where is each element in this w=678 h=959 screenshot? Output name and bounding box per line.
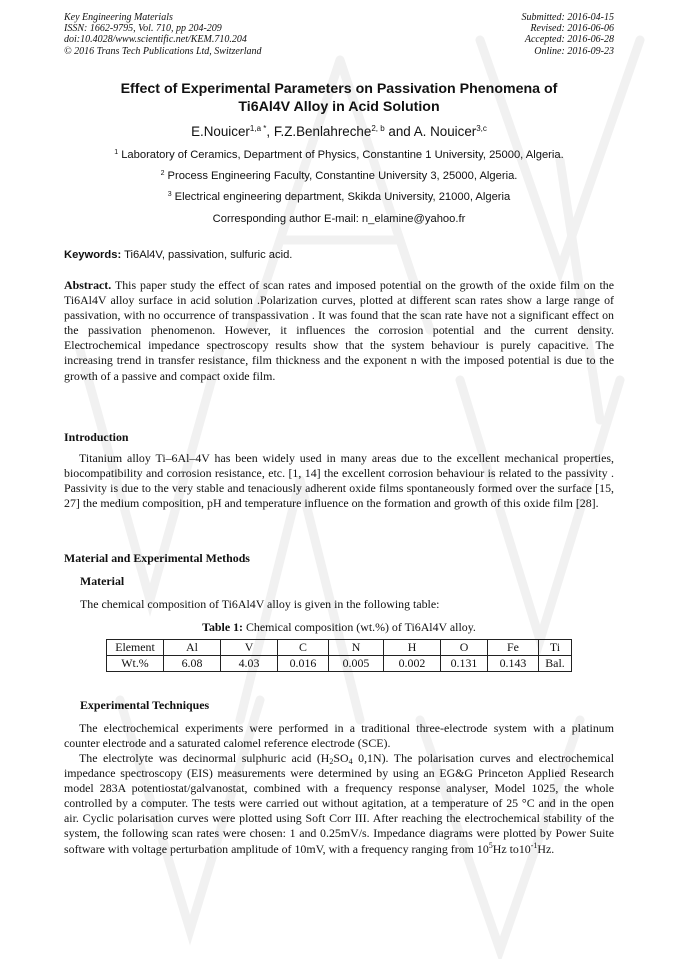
keywords-text: Ti6Al4V, passivation, sulfuric acid. bbox=[124, 249, 293, 261]
table-cell: 0.143 bbox=[488, 656, 539, 672]
table-cell: C bbox=[278, 640, 329, 656]
affiliation-text: Laboratory of Ceramics, Department of Physics, Constantine 1 University, 25000, Algeria. bbox=[121, 149, 564, 161]
affiliation-3 bbox=[64, 191, 614, 203]
author-name: A. Nouicer bbox=[413, 124, 477, 139]
author-affiliation-mark: 3,c bbox=[476, 124, 487, 133]
abstract-text: This paper study the effect of scan rates and imposed potential on the growth of the oxide film on the Ti6Al4V alloy surface in acid solution .Polarization curves, plotted at different scan rates show a large range of passivation, with no occurrence of transpassivation . It was found that the scan rate have not a significant effect on the passivation phenomenon. However, it influences the corrosion potential and the current density. Electrochemical impedance spectroscopy results show that the system behaviour is purely capacitive. The increasing trend in transfer resistance, film thickness and the exponent n with the imposed potential is due to the growth of a passive and compact oxide film. bbox=[64, 278, 614, 383]
paper-title bbox=[64, 80, 614, 116]
author-list bbox=[64, 124, 614, 139]
corresponding-author[interactable]: Corresponding author E-mail: n_elamine@yahoo.fr bbox=[212, 213, 466, 225]
table-cell: V bbox=[221, 640, 278, 656]
journal-copyright: © 2016 Trans Tech Publications Ltd, Switzerland bbox=[64, 45, 262, 57]
section-heading-introduction: Introduction bbox=[64, 430, 129, 444]
introduction-paragraph: Titanium alloy Ti–6Al–4V has been widely used in many areas due to the excellent mechanical properties, biocompatibility and corrosion resistance, etc. [1, 14] the excellent corrosion behaviour is related to the passivity . Passivity is due to the very stable and tenaciously adherent oxide films spontaneously formed over the surface [15, 27] the medium composition, pH and temperature influence on the formation and growth of this oxide film [28]. bbox=[64, 451, 614, 511]
affiliation-2 bbox=[64, 170, 614, 182]
title-line-2: Ti6Al4V Alloy in Acid Solution bbox=[238, 99, 440, 115]
affiliation-number: 1 bbox=[114, 149, 119, 156]
table-cell: H bbox=[384, 640, 441, 656]
journal-name: Key Engineering Materials bbox=[64, 12, 173, 23]
author-affiliation-mark: 1,a * bbox=[249, 124, 267, 133]
table-cell: 6.08 bbox=[164, 656, 221, 672]
journal-info bbox=[64, 12, 262, 57]
keywords bbox=[64, 249, 292, 261]
table-cell: 4.03 bbox=[221, 656, 278, 672]
text-run: 0,1N). The polarisation curves and electrochemical impedance spectroscopy (EIS) measurements were determined by using an EG&G Princeton Applied Research model 283A potentiostat/galvanostat, combined with a frequency response analyser, Model 1025, the whole controlled by a computer. The tests were carried out without agitation, at a temperature of 25 °C and in the open air. Cyclic polarisation curves were plotted using Soft Corr III. After reaching the electrochemical stability of the system, the following scan rates were chosen: 1 and 0.25mV/s. Impedance diagrams were plotted by Power Suite software with voltage perturbation amplitude of 10mV, with a frequency ranging from 10 bbox=[64, 751, 614, 856]
affiliation-1 bbox=[64, 149, 614, 161]
author-name: F.Z.Benlahreche bbox=[273, 124, 372, 139]
table-cell: Element bbox=[107, 640, 164, 656]
affiliation-text: Electrical engineering department, Skikda University, 21000, Algeria bbox=[174, 191, 511, 203]
affiliation-text: Process Engineering Faculty, Constantine University 3, 25000, Algeria. bbox=[167, 170, 518, 182]
affiliation-number: 2 bbox=[160, 170, 165, 177]
table-row bbox=[107, 656, 572, 672]
text-run: Hz to10 bbox=[492, 841, 531, 856]
table-cell: 0.131 bbox=[441, 656, 488, 672]
section-heading-methods: Material and Experimental Methods bbox=[64, 551, 250, 565]
table-caption bbox=[64, 620, 614, 635]
date-submitted: Submitted: 2016-04-15 bbox=[521, 12, 614, 23]
table-cell: Wt.% bbox=[107, 656, 164, 672]
text-run: Hz. bbox=[537, 841, 555, 856]
superscript: -1 bbox=[530, 840, 538, 850]
publication-dates bbox=[522, 12, 615, 57]
text-run: SO bbox=[333, 751, 349, 765]
table-header-row bbox=[107, 640, 572, 656]
subsection-heading-techniques: Experimental Techniques bbox=[80, 698, 210, 712]
material-paragraph: The chemical composition of Ti6Al4V alloy is given in the following table: bbox=[80, 597, 440, 611]
date-revised: Revised: 2016-06-06 bbox=[530, 23, 614, 35]
date-accepted: Accepted: 2016-06-28 bbox=[524, 34, 614, 46]
table-cell: N bbox=[329, 640, 384, 656]
table-caption-text: Chemical composition (wt.%) of Ti6Al4V alloy. bbox=[243, 620, 476, 634]
title-line-1: Effect of Experimental Parameters on Passivation Phenomena of bbox=[120, 81, 558, 97]
abstract bbox=[64, 278, 614, 384]
subsection-heading-material: Material bbox=[80, 574, 125, 588]
table-cell: 0.002 bbox=[384, 656, 441, 672]
subscript: 4 bbox=[348, 757, 353, 766]
affiliation-number: 3 bbox=[167, 191, 172, 198]
journal-issn: ISSN: 1662-9795, Vol. 710, pp 204-209 bbox=[64, 23, 222, 35]
techniques-paragraph-1: The electrochemical experiments were performed in a traditional three-electrode system with a platinum counter electrode and a saturated calomel reference electrode (SCE). bbox=[64, 721, 614, 751]
journal-doi[interactable]: doi:10.4028/www.scientific.net/KEM.710.204 bbox=[64, 34, 247, 46]
techniques-paragraph-2 bbox=[64, 751, 614, 857]
table-cell: Al bbox=[164, 640, 221, 656]
author-affiliation-mark: 2, b bbox=[371, 124, 385, 133]
author-separator: , bbox=[266, 124, 274, 139]
table-cell: 0.016 bbox=[278, 656, 329, 672]
text-run: The electrolyte was decinormal sulphuric acid (H bbox=[79, 751, 330, 765]
superscript: 5 bbox=[488, 840, 493, 850]
table-cell: O bbox=[441, 640, 488, 656]
author-name: E.Nouicer bbox=[191, 124, 250, 139]
composition-table bbox=[106, 639, 572, 672]
table-cell: Fe bbox=[488, 640, 539, 656]
table-cell: 0.005 bbox=[329, 656, 384, 672]
keywords-label: Keywords: bbox=[64, 249, 122, 261]
table-cell: Ti bbox=[539, 640, 572, 656]
table-caption-label: Table 1: bbox=[202, 620, 243, 634]
date-online: Online: 2016-09-23 bbox=[534, 45, 614, 57]
table-cell: Bal. bbox=[539, 656, 572, 672]
author-separator: and bbox=[384, 124, 414, 139]
abstract-label: Abstract. bbox=[64, 278, 112, 292]
subscript: 2 bbox=[329, 757, 334, 766]
